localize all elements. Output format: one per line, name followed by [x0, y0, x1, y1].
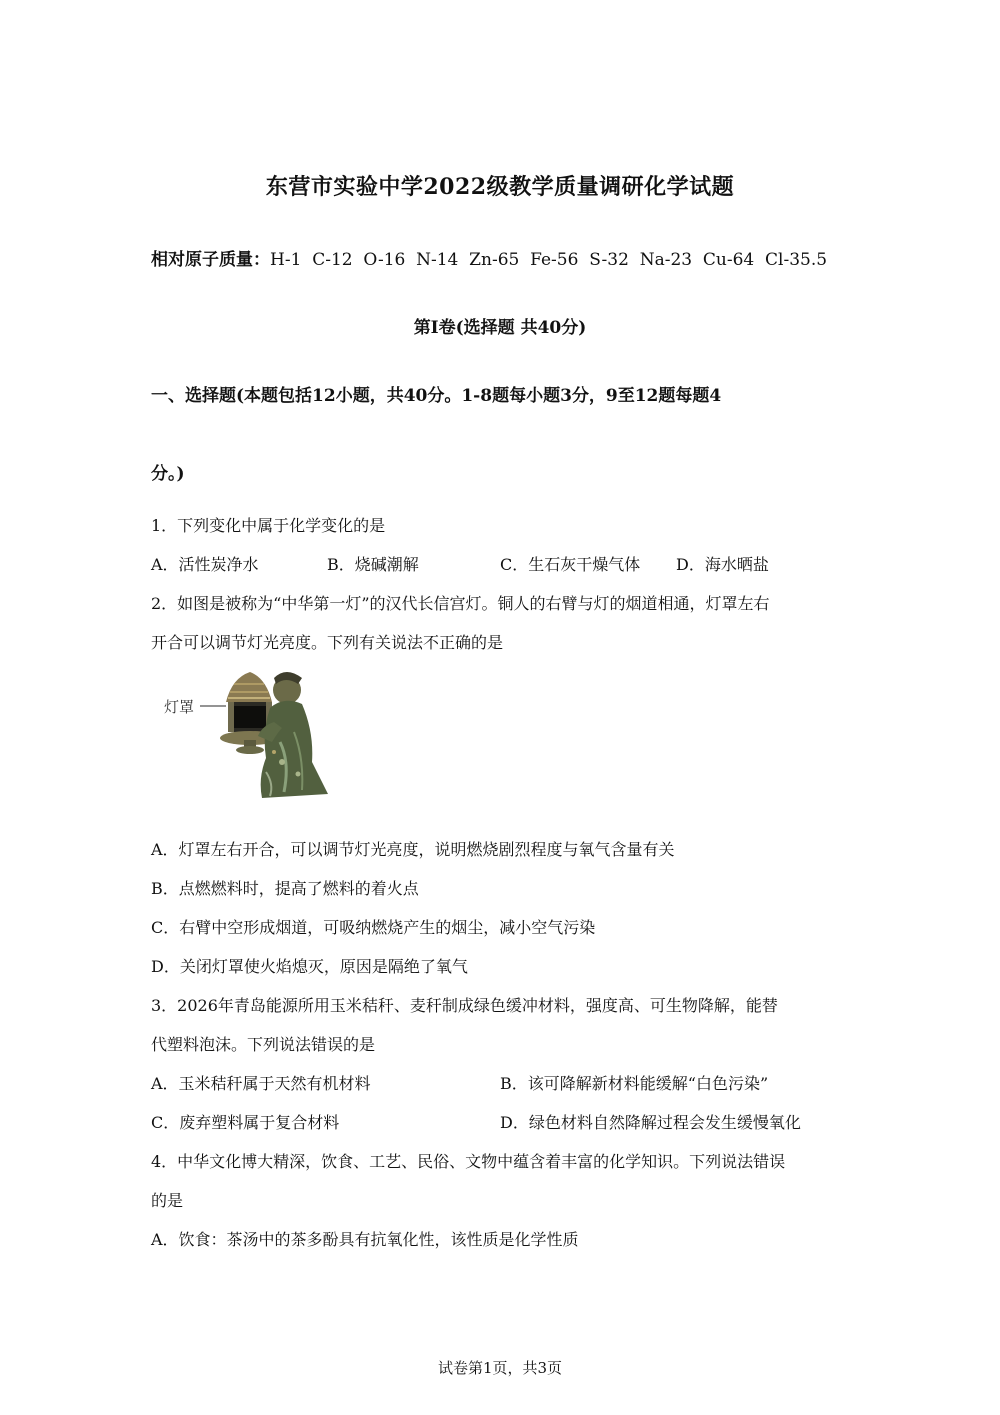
lamp-shade-label: 灯罩 — [164, 698, 195, 716]
page-title: 东营市实验中学2022级教学质量调研化学试题 — [265, 174, 735, 200]
section-heading-cont: 分。) — [151, 464, 185, 484]
atomic-mass-label: 相对原子质量： — [151, 250, 270, 270]
q1-stem: 1．下列变化中属于化学变化的是 — [151, 516, 386, 535]
q1-option-a: A．活性炭净水 — [151, 555, 259, 574]
q3-option-b: B．该可降解新材料能缓解“白色污染” — [500, 1074, 769, 1093]
volume-title: 第Ⅰ卷(选择题 共40分) — [413, 318, 587, 338]
lamp-figure — [162, 662, 332, 804]
q2-stem-line2: 开合可以调节灯光亮度。下列有关说法不正确的是 — [151, 633, 504, 652]
q2-option-d: D．关闭灯罩使火焰熄灭，原因是隔绝了氧气 — [151, 957, 468, 976]
q1-option-d: D．海水晒盐 — [676, 555, 769, 574]
q3-option-a: A．玉米秸秆属于天然有机材料 — [151, 1074, 371, 1093]
atomic-mass-line — [151, 245, 827, 270]
section-heading: 一、选择题(本题包括12小题，共40分。1-8题每小题3分，9至12题每题4 — [151, 386, 722, 406]
q2-option-b: B．点燃燃料时，提高了燃料的着火点 — [151, 879, 419, 898]
q2-option-a: A．灯罩左右开合，可以调节灯光亮度，说明燃烧剧烈程度与氧气含量有关 — [151, 840, 675, 859]
q3-option-d: D．绿色材料自然降解过程会发生缓慢氧化 — [500, 1113, 801, 1132]
q4-stem-line1: 4．中华文化博大精深，饮食、工艺、民俗、文物中蕴含着丰富的化学知识。下列说法错误 — [151, 1152, 786, 1171]
q2-option-c: C．右臂中空形成烟道，可吸纳燃烧产生的烟尘，减小空气污染 — [151, 918, 596, 937]
q2-stem-line1: 2．如图是被称为“中华第一灯”的汉代长信宫灯。铜人的右臂与灯的烟道相通，灯罩左右 — [151, 594, 770, 613]
changxin-palace-lamp-image — [162, 662, 332, 804]
q4-stem-line2: 的是 — [151, 1191, 184, 1210]
q1-option-b: B．烧碱潮解 — [327, 555, 419, 574]
q3-stem-line2: 代塑料泡沫。下列说法错误的是 — [151, 1035, 376, 1054]
q3-option-c: C．废弃塑料属于复合材料 — [151, 1113, 340, 1132]
q1-option-c: C．生石灰干燥气体 — [500, 555, 641, 574]
atomic-mass-values: H-1 C-12 O-16 N-14 Zn-65 Fe-56 S-32 Na-23 Cu-64 Cl-35.5 — [270, 250, 828, 270]
q3-stem-line1: 3．2026年青岛能源所用玉米秸秆、麦秆制成绿色缓冲材料，强度高、可生物降解，能替 — [151, 996, 778, 1015]
page-footer: 试卷第1页，共3页 — [437, 1359, 563, 1377]
q4-option-a: A．饮食：茶汤中的茶多酚具有抗氧化性，该性质是化学性质 — [151, 1230, 579, 1249]
